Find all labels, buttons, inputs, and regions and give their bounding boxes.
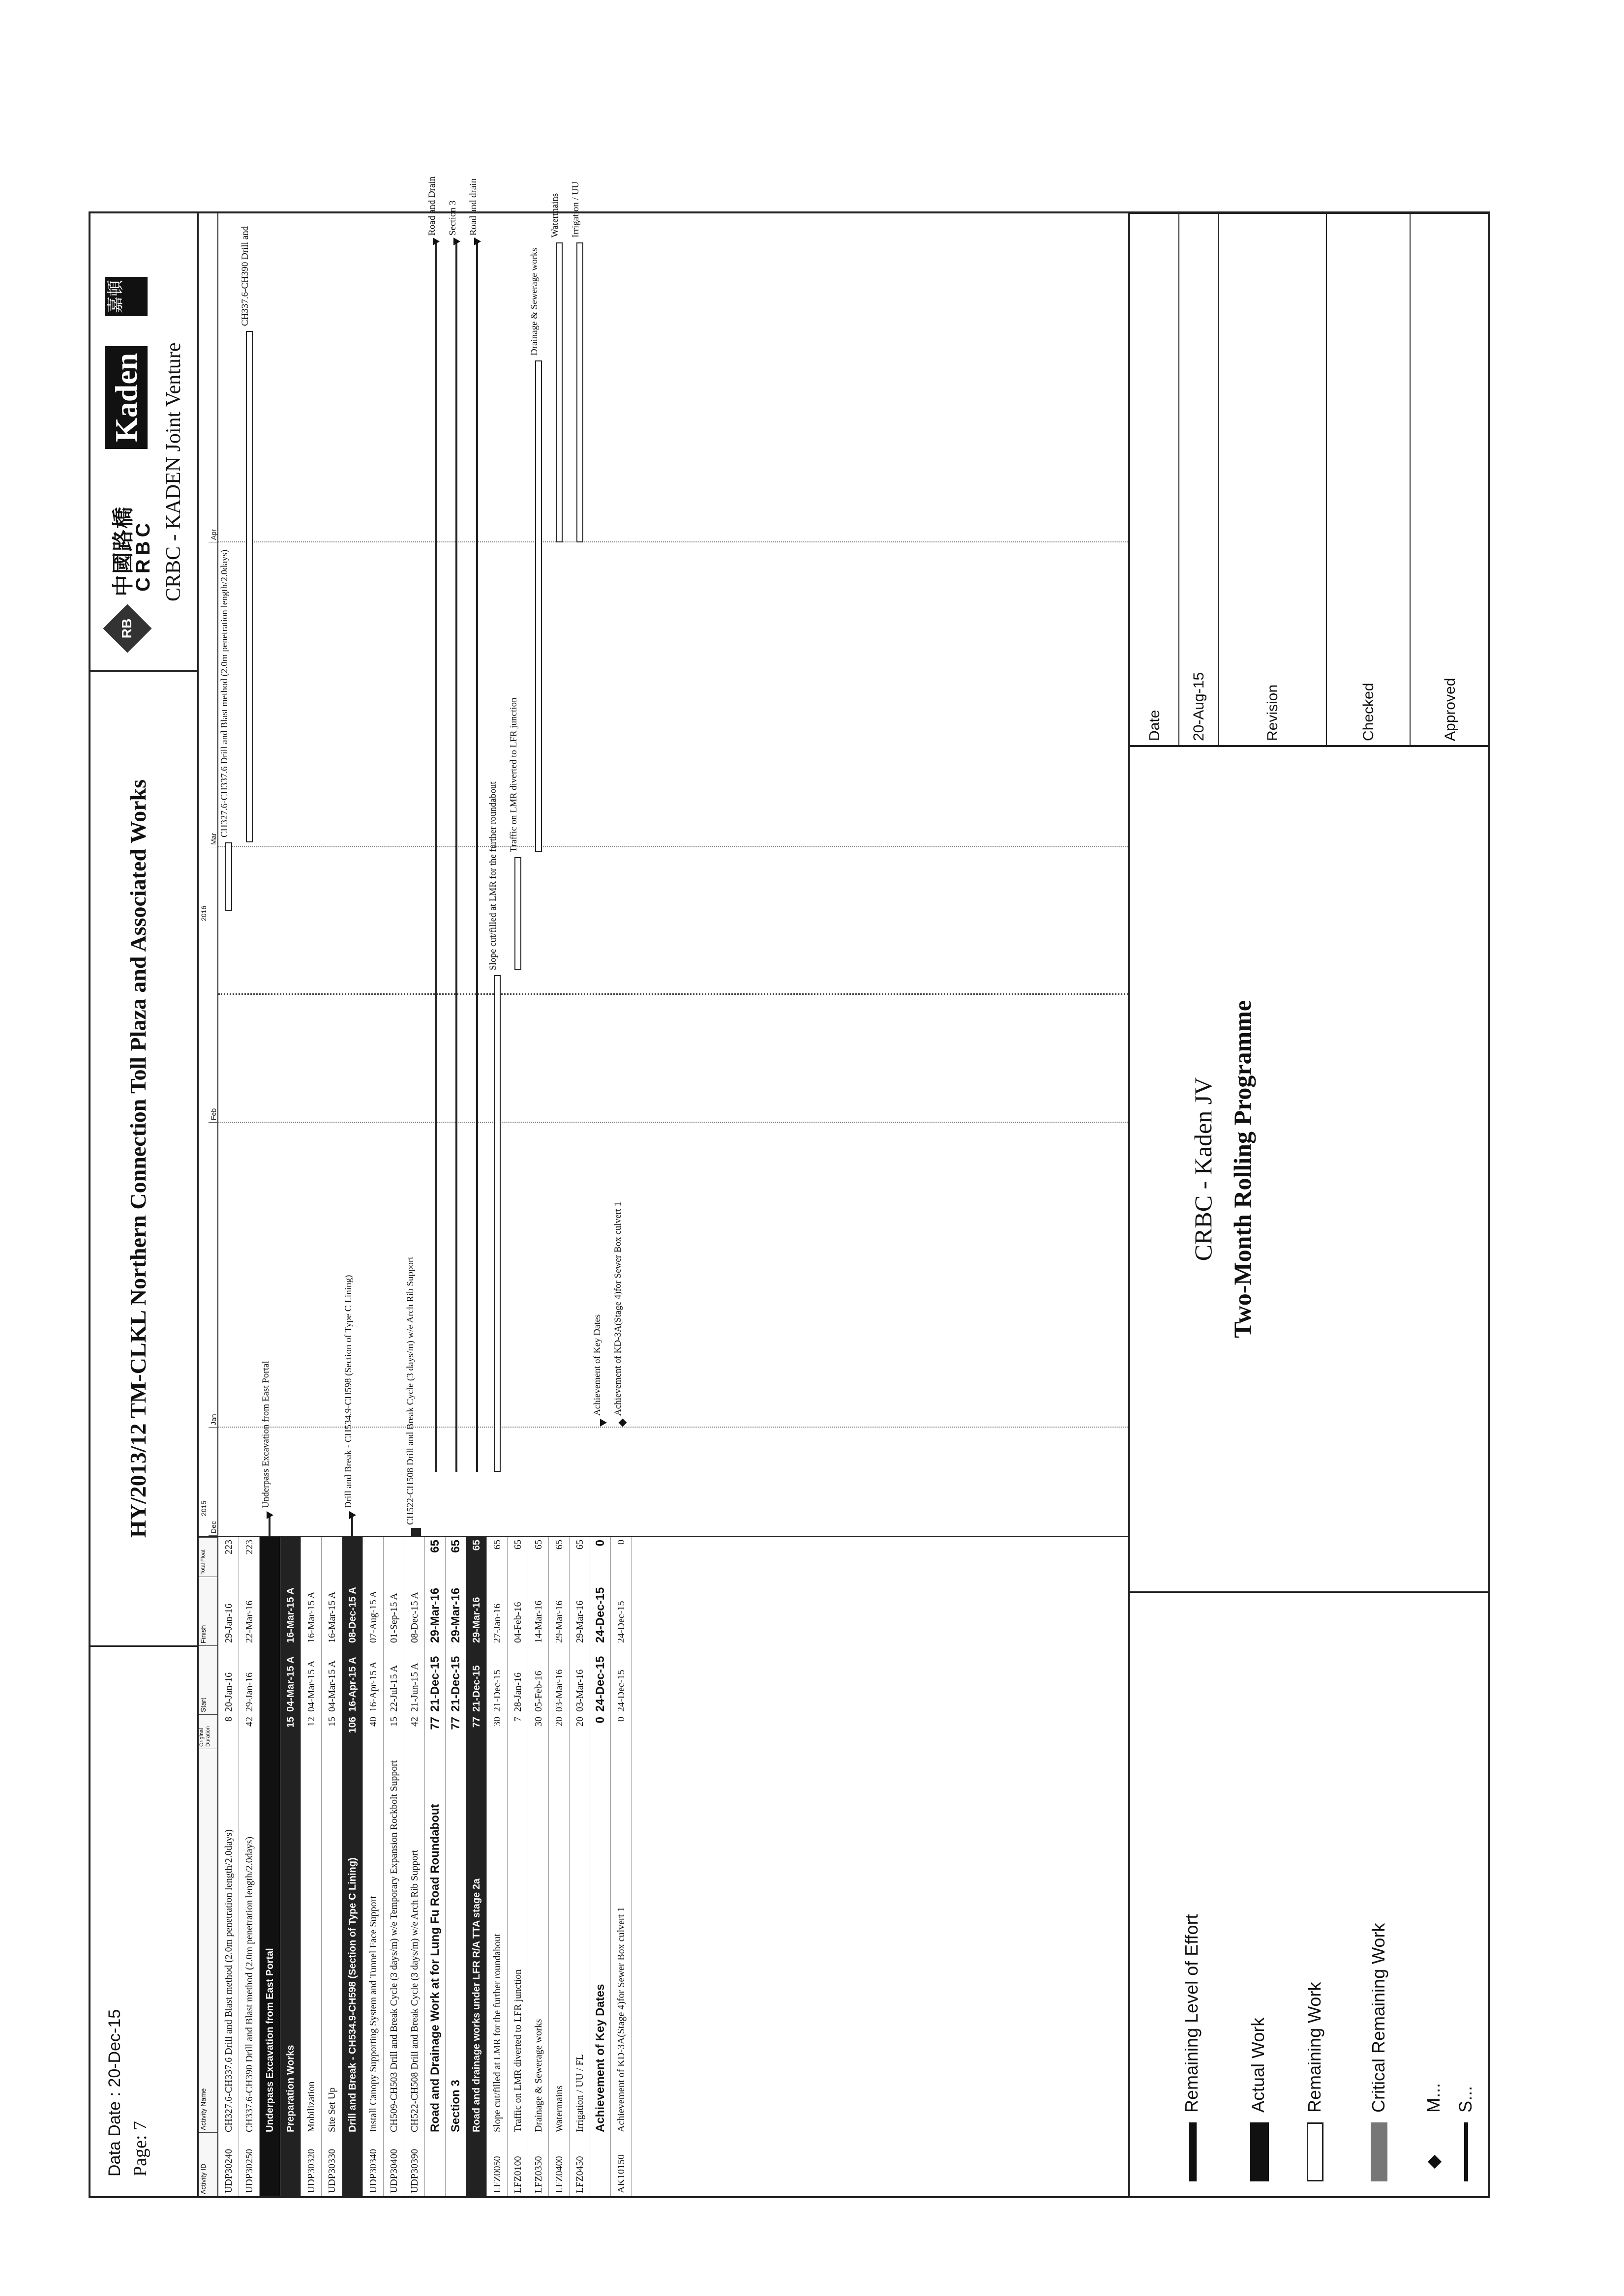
month-gridline (218, 541, 1128, 542)
cell-start: 21-Dec-15 (449, 1656, 462, 1712)
cell-finish: 14-Mar-16 (533, 1600, 544, 1643)
cell-id: UDP30330 (327, 2148, 337, 2193)
cell-tf: 0 (594, 1540, 607, 1547)
cell-name: CH327.6-CH337.6 Drill and Blast method (2.0m penetration length/2.0days) (223, 1829, 234, 2132)
cell-id (280, 2134, 301, 2193)
footer-jv-name: CRBC - Kaden JV (1189, 1077, 1217, 1261)
col-header-finish: Finish (199, 1577, 218, 1645)
gantt-label: Watermains (550, 193, 560, 238)
cell-finish: 08-Dec-15 A (347, 1587, 358, 1643)
programme-sheet (89, 176, 1490, 2198)
revision-header-approved: Approved (1410, 213, 1490, 745)
cell-finish: 16-Mar-15 A (306, 1591, 317, 1643)
gantt-label: Section 3 (448, 200, 458, 236)
revision-header-date: Date (1130, 213, 1179, 745)
cell-id: LFZ0450 (574, 2156, 585, 2193)
cell-id: UDP30400 (389, 2148, 399, 2193)
table-row (487, 1537, 508, 2196)
cell-tf (342, 1540, 363, 1574)
cell-tf: 65 (512, 1540, 523, 1550)
cell-finish: 22-Mar-16 (244, 1600, 255, 1643)
legend-actual: Actual Work (1248, 2017, 1268, 2113)
gantt-bar (576, 242, 583, 542)
cell-name: Drainage & Sewerage works (533, 2019, 544, 2132)
cell-start: 03-Mar-16 (574, 1669, 585, 1712)
cell-start: 04-Mar-15 A (327, 1660, 337, 1712)
cell-id (260, 2134, 280, 2193)
table-row (508, 1537, 528, 2196)
joint-venture-name: CRBC - KADEN Joint Venture (162, 342, 185, 601)
gantt-label: Road and Drain (427, 176, 437, 236)
cell-tf: 0 (616, 1540, 627, 1545)
cell-id: UDP30240 (223, 2148, 234, 2193)
cell-name: Preparation Works (285, 2045, 296, 2132)
cell-finish: 24-Dec-15 (594, 1587, 607, 1643)
summary-end-icon (433, 238, 440, 245)
cell-finish: 29-Mar-16 (471, 1597, 482, 1643)
cell-start: 21-Dec-15 (492, 1670, 503, 1712)
cell-id (590, 2134, 611, 2193)
rb-logo-text: RB (119, 618, 134, 639)
cell-finish: 29-Mar-16 (428, 1587, 442, 1643)
table-row (239, 1537, 260, 2196)
month-gridline (218, 846, 1128, 847)
cell-finish: 16-Mar-15 A (285, 1587, 296, 1643)
cell-od: 30 (492, 1717, 503, 1727)
cell-od: 0 (594, 1717, 607, 1724)
legend-swatch-critical (1371, 2122, 1387, 2181)
milestone-icon (619, 1419, 627, 1427)
gantt-bar (556, 242, 563, 542)
cell-start: 03-Mar-16 (554, 1669, 565, 1712)
timeline-month: Jan (209, 1123, 218, 1428)
cell-name: Irrigation / UU / FL (574, 2054, 585, 2132)
cell-tf: 65 (574, 1540, 585, 1550)
legend-milestone-icon (1428, 2155, 1442, 2169)
cell-finish: 07-Aug-15 A (368, 1590, 379, 1643)
cell-start: 24-Dec-15 (616, 1670, 627, 1712)
summary-bar (435, 242, 437, 1472)
cell-id: UDP30390 (409, 2148, 420, 2193)
summary-end-icon (267, 1511, 273, 1519)
cell-tf: 65 (449, 1540, 462, 1553)
cell-tf: 223 (223, 1540, 234, 1554)
legend-swatch-remaining (1307, 2122, 1323, 2181)
month-gridline (218, 1122, 1128, 1123)
cell-id: LFZ0100 (512, 2156, 523, 2193)
table-row (363, 1537, 384, 2196)
cell-tf: 65 (428, 1540, 442, 1553)
cell-tf (404, 1540, 425, 1574)
gantt-bar (514, 857, 521, 970)
cell-tf: 223 (244, 1540, 255, 1554)
cell-od: 15 (285, 1717, 296, 1728)
table-row (590, 1537, 611, 2196)
legend-summary: S... (1455, 2086, 1475, 2113)
cell-name: Site Set Up (327, 2087, 337, 2132)
cell-name: Road and Drainage Work at for Lung Fu Road Roundabout (428, 1804, 442, 2132)
cell-od: 40 (368, 1717, 379, 1727)
summary-bar (455, 242, 457, 1472)
summary-end-icon (474, 238, 481, 245)
cell-name: Achievement of KD-3A(Stage 4)for Sewer Box culvert 1 (616, 1907, 627, 2132)
summary-bar (351, 1516, 353, 1536)
cell-tf: 65 (554, 1540, 565, 1550)
timeline-month: Feb (209, 847, 218, 1123)
cell-start: 28-Jan-16 (512, 1672, 523, 1712)
footer-title-block (1130, 745, 1490, 1591)
cell-name: Section 3 (449, 2080, 462, 2132)
cell-finish: 08-Dec-15 A (409, 1592, 420, 1643)
cell-od (260, 1717, 280, 1746)
revision-header-checked: Checked (1326, 213, 1410, 745)
gantt-bar (246, 331, 253, 842)
col-header-start: Start (199, 1645, 218, 1714)
legend-rem-effort: Remaining Level of Effort (1181, 1914, 1202, 2113)
page-number: Page: 7 (130, 2121, 150, 2177)
col-header-total-float: Total Float (199, 1537, 218, 1577)
legend-swatch-actual (1250, 2122, 1269, 2181)
data-date-line (218, 993, 1128, 995)
cell-start: 29-Jan-16 (244, 1672, 255, 1712)
cell-od: 77 (449, 1717, 462, 1730)
cell-name: Install Canopy Supporting System and Tunnel Face Support (368, 1896, 379, 2132)
cell-id (446, 2134, 466, 2193)
timeline-header (199, 213, 218, 1536)
col-header-duration: Original Duration (199, 1714, 218, 1749)
gantt-label: Road and drain (468, 178, 479, 236)
gantt-label: CH522-CH508 Drill and Break Cycle (3 days/m) w/e Arch Rib Support (405, 1256, 416, 1525)
gantt-label: CH337.6-CH390 Drill and (240, 226, 250, 326)
cell-od: 0 (616, 1717, 627, 1722)
cell-start: 16-Apr-15 A (368, 1661, 379, 1712)
cell-finish: 24-Dec-15 (616, 1601, 627, 1643)
cell-finish: 29-Jan-16 (223, 1604, 234, 1643)
cell-start (260, 1645, 280, 1712)
timeline-month: Apr (209, 212, 218, 542)
cell-start: 21-Dec-15 (428, 1656, 442, 1712)
cell-start: 21-Jun-15 A (409, 1663, 420, 1712)
cell-start: 20-Jan-16 (223, 1672, 234, 1712)
cell-name: Watermains (554, 2085, 565, 2132)
header-data-date-block (90, 1645, 199, 2196)
logo-crbc-text: CRBC (132, 519, 154, 592)
sheet-footer (1128, 213, 1490, 2196)
cell-id: LFZ0400 (554, 2156, 565, 2193)
cell-id (425, 2134, 446, 2193)
logo-chinese-text: 中國路橋 (111, 506, 135, 596)
col-header-activity-name: Activity Name (199, 1749, 218, 2132)
cell-start: 16-Apr-15 A (347, 1657, 358, 1712)
table-row (301, 1537, 322, 2196)
gantt-label: Achievement of Key Dates (592, 1314, 602, 1416)
cell-finish: 29-Mar-16 (449, 1587, 462, 1643)
cell-id: AK10150 (616, 2154, 627, 2193)
cell-id: UDP30340 (368, 2148, 379, 2193)
cell-name: Drill and Break - CH534.9-CH598 (Section of Type C Lining) (347, 1857, 358, 2132)
gantt-label: Underpass Excavation from East Portal (261, 1361, 271, 1508)
cell-tf (260, 1540, 280, 1574)
cell-tf: 65 (471, 1540, 482, 1551)
cell-tf (363, 1540, 384, 1574)
summary-end-icon (453, 238, 460, 245)
cell-tf (322, 1540, 342, 1574)
cell-od: 77 (428, 1717, 442, 1730)
revision-table (1130, 213, 1490, 745)
legend-critical: Critical Remaining Work (1368, 1923, 1388, 2113)
table-row (404, 1537, 425, 2196)
footer-programme-title: Two-Month Rolling Programme (1229, 1000, 1256, 1338)
cell-name: Mobilization (306, 2081, 317, 2132)
table-row (342, 1537, 363, 2196)
cell-id (466, 2134, 487, 2193)
cell-start: 04-Mar-15 A (306, 1660, 317, 1712)
legend-summary-icon (1464, 2122, 1468, 2181)
gantt-bar (494, 975, 501, 1472)
cell-od: 12 (306, 1717, 317, 1727)
legend-milestone: M... (1423, 2083, 1444, 2113)
timeline-month: Mar (209, 542, 218, 847)
cell-od: 42 (409, 1717, 420, 1727)
table-row (218, 1537, 239, 2196)
cell-start: 04-Mar-15 A (285, 1656, 296, 1712)
revision-header-revision: Revision (1218, 213, 1326, 745)
table-row (260, 1537, 280, 2196)
cell-name: Underpass Excavation from East Portal (265, 1948, 275, 2132)
cell-od: 42 (244, 1717, 255, 1727)
kaden-logo: Kaden (105, 346, 148, 449)
table-row (549, 1537, 570, 2196)
gantt-bar (225, 842, 232, 911)
gantt-label: Drill and Break - CH534.9-CH598 (Section of Type C Lining) (343, 1275, 354, 1508)
gantt-label: Slope cut/filled at LMR for the further roundabout (488, 781, 498, 970)
cell-tf (384, 1540, 404, 1574)
cell-finish: 04-Feb-16 (512, 1602, 523, 1643)
gantt-label: CH327.6-CH337.6 Drill and Blast method (2.0m penetration length/2.0days) (219, 549, 230, 837)
cell-start: 05-Feb-16 (533, 1670, 544, 1712)
table-row (528, 1537, 549, 2196)
cell-od: 20 (554, 1717, 565, 1727)
cell-finish: 27-Jan-16 (492, 1604, 503, 1643)
cell-od: 106 (347, 1717, 358, 1733)
cell-name: Achievement of Key Dates (594, 1984, 607, 2132)
cell-tf (301, 1540, 322, 1574)
table-row (466, 1537, 487, 2196)
cell-name: CH522-CH508 Drill and Break Cycle (3 days/m) w/e Arch Rib Support (409, 1849, 420, 2132)
milestone-summary-icon (600, 1419, 607, 1427)
cell-od: 20 (574, 1717, 585, 1727)
gantt-label: Traffic on LMR diverted to LFR junction (509, 697, 519, 852)
activity-table (199, 176, 1128, 2196)
summary-bar (269, 1516, 271, 1536)
legend-swatch-rem-effort (1189, 2122, 1197, 2181)
cell-start: 24-Dec-15 (594, 1656, 607, 1712)
cell-name: Road and drainage works under LFR R/A TTA stage 2a (471, 1878, 482, 2132)
table-row (570, 1537, 590, 2196)
legend-remaining: Remaining Work (1304, 1982, 1324, 2113)
cell-start: 22-Jul-15 A (389, 1665, 399, 1712)
cell-name: Traffic on LMR diverted to LFR junction (512, 1969, 523, 2132)
cell-od: 7 (512, 1717, 523, 1722)
cell-id: UDP30250 (244, 2148, 255, 2193)
timeline-year: 2015 (200, 1500, 208, 1516)
month-gridline (218, 1427, 1128, 1428)
cell-finish (260, 1577, 280, 1643)
document-title: HY/2013/12 TM-CLKL Northern Connection Toll Plaza and Associated Works (90, 672, 199, 1645)
revision-date-value: 20-Aug-15 (1179, 213, 1218, 745)
cell-finish: 29-Mar-16 (554, 1600, 565, 1643)
legend (1130, 1591, 1490, 2196)
cell-finish: 29-Mar-16 (574, 1600, 585, 1643)
company-logo-block (90, 213, 199, 672)
cell-od: 8 (223, 1717, 234, 1722)
gantt-chart (199, 176, 1128, 1537)
data-date: Data Date : 20-Dec-15 (105, 2009, 124, 2177)
gantt-label: Irrigation / UU (571, 181, 581, 238)
cell-id (342, 2134, 363, 2193)
cell-od: 15 (327, 1717, 337, 1727)
timeline-month: Dec (209, 1428, 218, 1536)
cell-name: CH337.6-CH390 Drill and Blast method (2.0m penetration length/2.0days) (244, 1836, 255, 2132)
cell-id: LFZ0050 (492, 2156, 503, 2193)
table-row (425, 1537, 446, 2196)
cell-id: LFZ0350 (533, 2156, 544, 2193)
cell-od: 77 (471, 1717, 482, 1728)
table-row (384, 1537, 404, 2196)
table-row (322, 1537, 342, 2196)
cell-name: Slope cut/filled at LMR for the further roundabout (492, 1934, 503, 2132)
gantt-bar (535, 360, 542, 852)
cell-tf: 65 (533, 1540, 544, 1550)
cell-od: 30 (533, 1717, 544, 1727)
gantt-label: Achievement of KD-3A(Stage 4)for Sewer Box culvert 1 (613, 1201, 623, 1416)
table-row (446, 1537, 466, 2196)
cell-tf (280, 1540, 301, 1574)
table-row (280, 1537, 301, 2196)
cell-od: 15 (389, 1717, 399, 1727)
cell-start: 21-Dec-15 (471, 1665, 482, 1712)
actual-work-bar (411, 1528, 421, 1536)
cell-tf: 65 (492, 1540, 503, 1550)
summary-end-icon (349, 1511, 356, 1519)
table-row (611, 1537, 632, 2196)
col-header-activity-id: Activity ID (199, 2132, 218, 2196)
gantt-label: Drainage & Sewerage works (529, 248, 540, 356)
timeline-year-2: 2016 (200, 905, 208, 921)
kaden-seal: 嘉頓 (105, 277, 148, 316)
cell-id: UDP30320 (306, 2148, 317, 2193)
cell-name: CH509-CH503 Drill and Break Cycle (3 days/m) w/e Temporary Expansion Rockbolt Support (389, 1760, 399, 2132)
cell-finish: 16-Mar-15 A (327, 1591, 337, 1643)
summary-bar (476, 242, 478, 1472)
cell-finish: 01-Sep-15 A (389, 1593, 399, 1643)
